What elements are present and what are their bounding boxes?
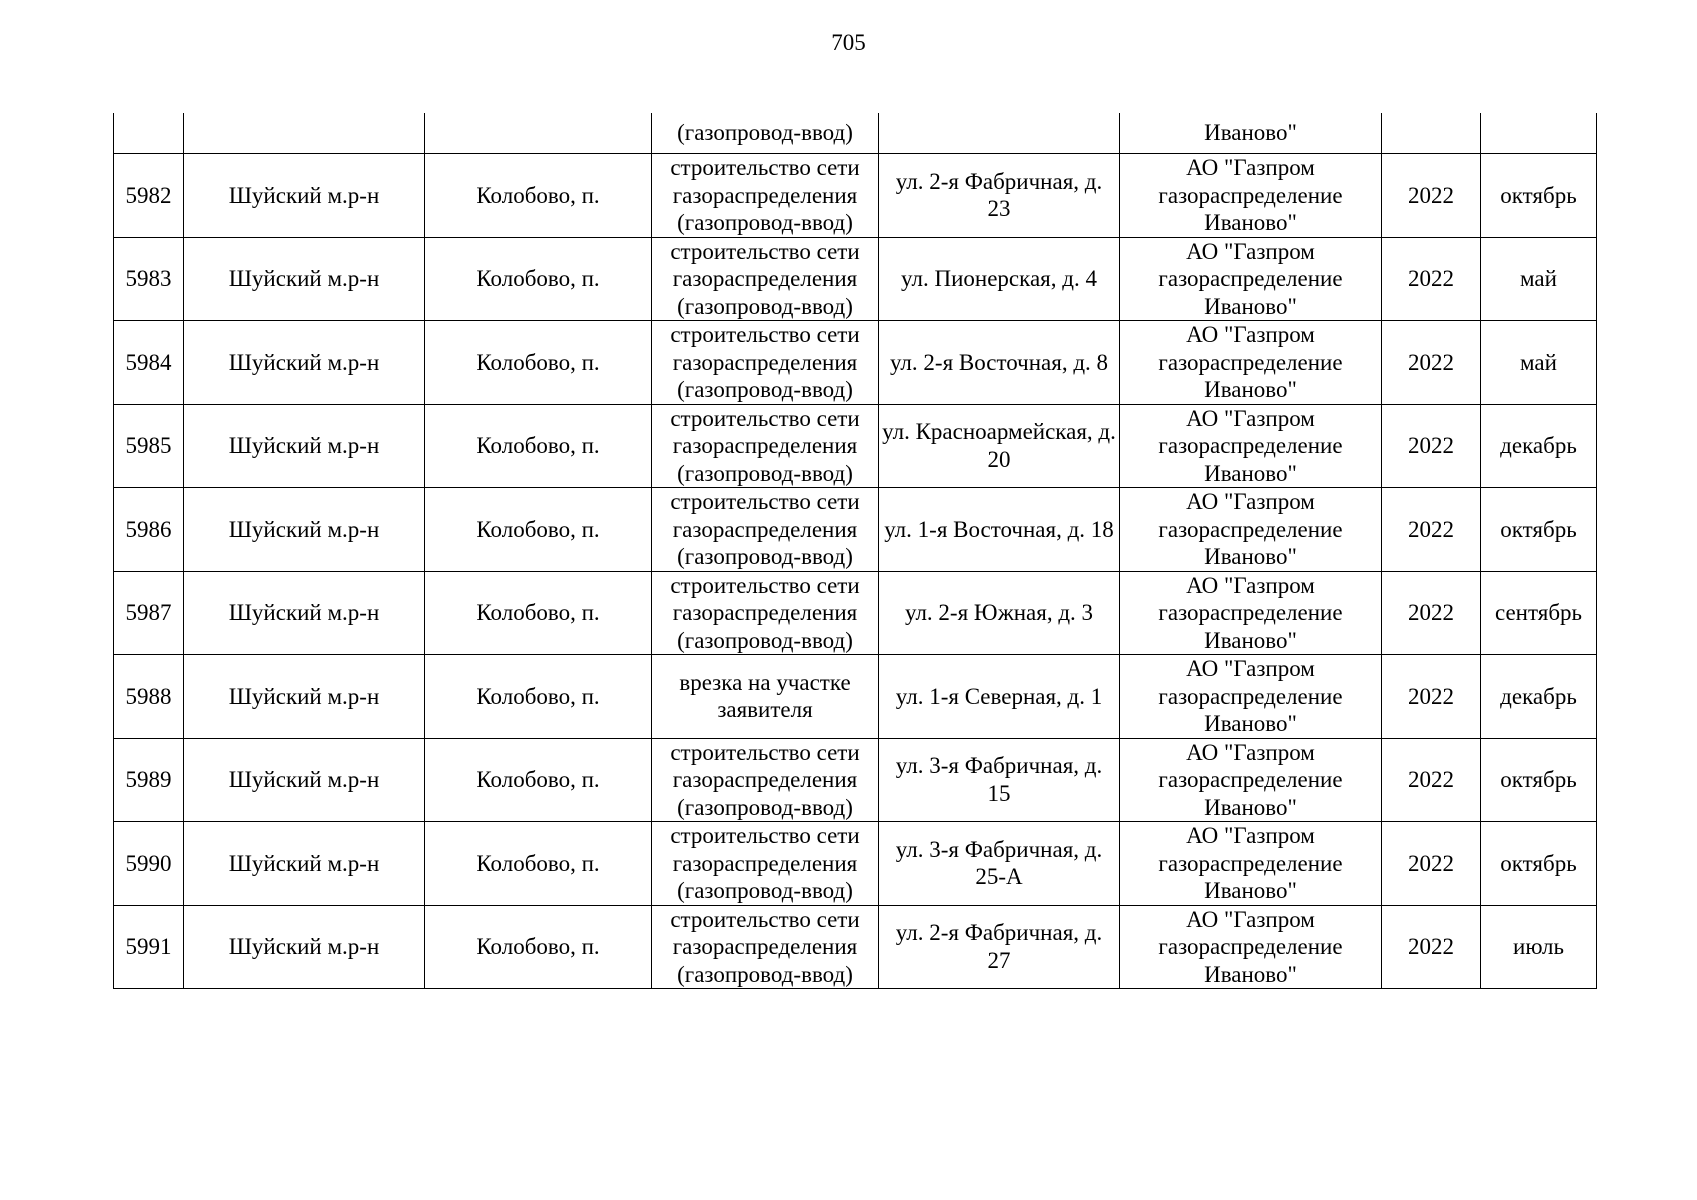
cell-work-type: строительство сети газораспределения (газопровод-ввод)	[652, 237, 879, 321]
cell-locality: Колобово, п.	[425, 571, 652, 655]
table-row	[114, 822, 1597, 906]
cell-organization: АО "Газпром газораспределение Иваново"	[1120, 905, 1382, 989]
cell-locality: Колобово, п.	[425, 404, 652, 488]
cell-month: май	[1481, 237, 1597, 321]
cell-district: Шуйский м.р-н	[184, 237, 425, 321]
page-number: 705	[831, 30, 866, 55]
cell-work-type: строительство сети газораспределения (газопровод-ввод)	[652, 404, 879, 488]
cell-year: 2022	[1382, 905, 1481, 989]
cell-district: Шуйский м.р-н	[184, 905, 425, 989]
cell-organization: АО "Газпром газораспределение Иваново"	[1120, 404, 1382, 488]
cell-month: октябрь	[1481, 488, 1597, 572]
cell-work-type: строительство сети газораспределения (газопровод-ввод)	[652, 321, 879, 405]
cell-locality: Колобово, п.	[425, 154, 652, 238]
table-row	[114, 404, 1597, 488]
cell-work-type: строительство сети газораспределения (газопровод-ввод)	[652, 738, 879, 822]
cell-month: июль	[1481, 905, 1597, 989]
table-row	[114, 237, 1597, 321]
cell-month: октябрь	[1481, 738, 1597, 822]
cell-address: ул. 3-я Фабричная, д. 25-А	[879, 822, 1120, 906]
cell-month: декабрь	[1481, 655, 1597, 739]
cell-year: 2022	[1382, 822, 1481, 906]
cell-work-type: строительство сети газораспределения (газопровод-ввод)	[652, 571, 879, 655]
cell-address: ул. 2-я Фабричная, д. 23	[879, 154, 1120, 238]
cell-month: сентябрь	[1481, 571, 1597, 655]
cell-district: Шуйский м.р-н	[184, 321, 425, 405]
cell-number: 5991	[114, 905, 184, 989]
table-row	[114, 905, 1597, 989]
cell-address: ул. 2-я Южная, д. 3	[879, 571, 1120, 655]
cell-district: Шуйский м.р-н	[184, 404, 425, 488]
cell-year: 2022	[1382, 655, 1481, 739]
cell-organization: Иваново"	[1120, 113, 1382, 154]
cell-month	[1481, 113, 1597, 154]
cell-number: 5983	[114, 237, 184, 321]
cell-organization: АО "Газпром газораспределение Иваново"	[1120, 655, 1382, 739]
cell-work-type: строительство сети газораспределения (газопровод-ввод)	[652, 154, 879, 238]
cell-organization: АО "Газпром газораспределение Иваново"	[1120, 321, 1382, 405]
cell-number: 5986	[114, 488, 184, 572]
gasification-schedule-table	[113, 113, 1597, 989]
cell-address: ул. Пионерская, д. 4	[879, 237, 1120, 321]
cell-address: ул. 1-я Восточная, д. 18	[879, 488, 1120, 572]
cell-month: октябрь	[1481, 822, 1597, 906]
cell-address: ул. 1-я Северная, д. 1	[879, 655, 1120, 739]
cell-year	[1382, 113, 1481, 154]
cell-locality: Колобово, п.	[425, 655, 652, 739]
cell-number: 5982	[114, 154, 184, 238]
cell-number: 5989	[114, 738, 184, 822]
cell-locality	[425, 113, 652, 154]
cell-organization: АО "Газпром газораспределение Иваново"	[1120, 738, 1382, 822]
table-row	[114, 488, 1597, 572]
cell-year: 2022	[1382, 404, 1481, 488]
cell-address: ул. Красноармейская, д. 20	[879, 404, 1120, 488]
cell-month: декабрь	[1481, 404, 1597, 488]
cell-number: 5990	[114, 822, 184, 906]
cell-district: Шуйский м.р-н	[184, 655, 425, 739]
cell-locality: Колобово, п.	[425, 738, 652, 822]
cell-organization: АО "Газпром газораспределение Иваново"	[1120, 571, 1382, 655]
cell-organization: АО "Газпром газораспределение Иваново"	[1120, 154, 1382, 238]
cell-district: Шуйский м.р-н	[184, 738, 425, 822]
cell-locality: Колобово, п.	[425, 237, 652, 321]
table-row	[114, 321, 1597, 405]
cell-address: ул. 2-я Восточная, д. 8	[879, 321, 1120, 405]
cell-address	[879, 113, 1120, 154]
cell-address: ул. 2-я Фабричная, д. 27	[879, 905, 1120, 989]
table-row-continued	[114, 113, 1597, 154]
cell-year: 2022	[1382, 738, 1481, 822]
cell-locality: Колобово, п.	[425, 488, 652, 572]
cell-address: ул. 3-я Фабричная, д. 15	[879, 738, 1120, 822]
cell-number: 5988	[114, 655, 184, 739]
table-row	[114, 738, 1597, 822]
cell-year: 2022	[1382, 571, 1481, 655]
cell-number: 5987	[114, 571, 184, 655]
cell-district: Шуйский м.р-н	[184, 571, 425, 655]
cell-organization: АО "Газпром газораспределение Иваново"	[1120, 822, 1382, 906]
cell-month: май	[1481, 321, 1597, 405]
cell-work-type: строительство сети газораспределения (газопровод-ввод)	[652, 488, 879, 572]
cell-number	[114, 113, 184, 154]
cell-district: Шуйский м.р-н	[184, 488, 425, 572]
table-row	[114, 655, 1597, 739]
table-row	[114, 571, 1597, 655]
cell-district	[184, 113, 425, 154]
cell-month: октябрь	[1481, 154, 1597, 238]
cell-locality: Колобово, п.	[425, 905, 652, 989]
cell-year: 2022	[1382, 237, 1481, 321]
cell-work-type: (газопровод-ввод)	[652, 113, 879, 154]
cell-locality: Колобово, п.	[425, 822, 652, 906]
cell-year: 2022	[1382, 154, 1481, 238]
cell-district: Шуйский м.р-н	[184, 154, 425, 238]
cell-number: 5984	[114, 321, 184, 405]
cell-number: 5985	[114, 404, 184, 488]
table-row	[114, 154, 1597, 238]
cell-locality: Колобово, п.	[425, 321, 652, 405]
cell-organization: АО "Газпром газораспределение Иваново"	[1120, 237, 1382, 321]
cell-work-type: строительство сети газораспределения (газопровод-ввод)	[652, 905, 879, 989]
cell-year: 2022	[1382, 321, 1481, 405]
cell-work-type: строительство сети газораспределения (газопровод-ввод)	[652, 822, 879, 906]
cell-work-type: врезка на участке заявителя	[652, 655, 879, 739]
cell-district: Шуйский м.р-н	[184, 822, 425, 906]
cell-year: 2022	[1382, 488, 1481, 572]
cell-organization: АО "Газпром газораспределение Иваново"	[1120, 488, 1382, 572]
